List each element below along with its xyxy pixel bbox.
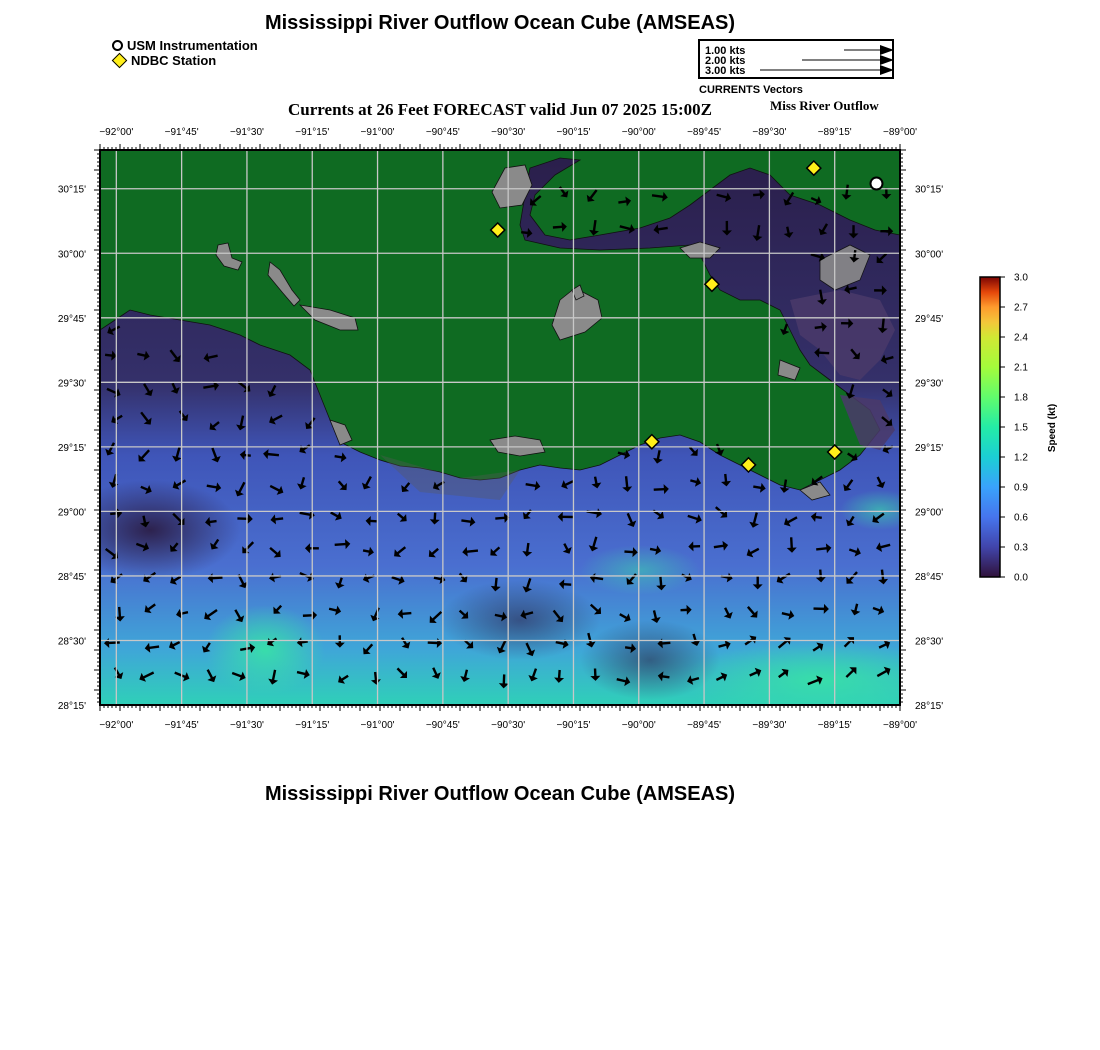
lon-label-top: −91°00' bbox=[360, 127, 395, 138]
vector-key-row-3: 3.00 kts bbox=[705, 65, 746, 77]
lat-labels-left bbox=[58, 185, 86, 712]
lon-label-bottom: −90°15' bbox=[556, 720, 591, 731]
colorbar-tick-label: 0.3 bbox=[1014, 542, 1028, 554]
lon-label-bottom: −90°00' bbox=[621, 720, 656, 731]
lon-label-bottom: −89°15' bbox=[817, 720, 852, 731]
lon-label-bottom: −89°30' bbox=[752, 720, 787, 731]
footer-title: Mississippi River Outflow Ocean Cube (AMSEAS) bbox=[264, 783, 736, 805]
colorbar-tick-label: 0.0 bbox=[1014, 572, 1028, 584]
colorbar-tick-label: 1.8 bbox=[1014, 392, 1028, 404]
vector-key-row-2: 2.00 kts bbox=[705, 55, 746, 67]
speed-colorbar bbox=[980, 273, 1058, 584]
lon-label-top: −89°00' bbox=[883, 127, 917, 138]
lat-label-right: 29°30' bbox=[915, 378, 944, 390]
usm-legend-label: USM Instrumentation bbox=[127, 38, 258, 53]
colorbar-tick-label: 1.5 bbox=[1014, 422, 1028, 434]
lon-label-bottom: −91°45' bbox=[164, 720, 199, 731]
colorbar-title: Speed (kt) bbox=[1047, 403, 1058, 453]
lon-label-bottom: −91°00' bbox=[360, 720, 395, 731]
lon-label-top: −89°30' bbox=[752, 127, 787, 138]
usm-station-marker bbox=[870, 178, 882, 190]
colorbar-tick-label: 2.4 bbox=[1014, 332, 1028, 344]
forecast-subtitle: Currents at 26 Feet FORECAST valid Jun 07 2025 15:00Z bbox=[288, 100, 712, 119]
lon-label-bottom: −90°30' bbox=[491, 720, 526, 731]
lon-label-top: −91°15' bbox=[295, 127, 330, 138]
lon-label-bottom: −90°45' bbox=[425, 720, 460, 731]
lat-label-left: 30°15' bbox=[57, 184, 86, 196]
lon-label-bottom: −91°30' bbox=[229, 720, 264, 731]
lat-label-right: 29°45' bbox=[915, 313, 944, 325]
lat-label-right: 28°30' bbox=[915, 636, 944, 648]
lat-label-left: 28°45' bbox=[57, 571, 86, 583]
lon-label-top: −90°15' bbox=[556, 127, 591, 138]
lon-label-top: −91°30' bbox=[229, 127, 264, 138]
lon-label-bottom: −91°15' bbox=[295, 720, 330, 731]
colorbar-tick-label: 0.9 bbox=[1014, 482, 1028, 494]
lat-label-right: 28°45' bbox=[915, 571, 944, 583]
colorbar-tick-label: 0.6 bbox=[1014, 512, 1028, 524]
lon-label-top: −91°45' bbox=[164, 127, 199, 138]
lat-label-left: 29°45' bbox=[57, 313, 86, 325]
page-title: Mississippi River Outflow Ocean Cube (AMSEAS) bbox=[264, 12, 736, 34]
lon-label-top: −90°30' bbox=[491, 127, 526, 138]
lon-label-bottom: −89°00' bbox=[883, 720, 917, 731]
colorbar-ticks bbox=[1000, 273, 1028, 584]
vector-key-caption: CURRENTS Vectors bbox=[699, 84, 803, 96]
lon-label-top: −89°45' bbox=[687, 127, 722, 138]
colorbar-tick-label: 1.2 bbox=[1014, 452, 1028, 464]
lon-label-top: −90°45' bbox=[425, 127, 460, 138]
lon-label-bottom: −92°00' bbox=[99, 720, 134, 731]
colorbar-tick-label: 3.0 bbox=[1014, 272, 1028, 284]
colorbar-gradient bbox=[980, 277, 1000, 577]
lon-labels-top bbox=[99, 127, 917, 138]
lon-label-top: −89°15' bbox=[817, 127, 852, 138]
lat-label-left: 29°30' bbox=[57, 378, 86, 390]
lon-label-top: −92°00' bbox=[99, 127, 134, 138]
lat-label-left: 29°00' bbox=[57, 507, 86, 519]
lat-label-left: 28°30' bbox=[57, 636, 86, 648]
lat-label-left: 29°15' bbox=[57, 442, 86, 454]
lat-label-right: 30°15' bbox=[915, 184, 944, 196]
ndbc-legend-label: NDBC Station bbox=[131, 53, 217, 68]
lat-label-left: 30°00' bbox=[57, 249, 86, 261]
colorbar-tick-label: 2.1 bbox=[1014, 362, 1028, 374]
lat-label-right: 29°00' bbox=[915, 507, 944, 519]
lat-label-right: 30°00' bbox=[915, 249, 944, 261]
region-label: Miss River Outflow bbox=[770, 98, 879, 113]
lat-label-right: 28°15' bbox=[915, 701, 944, 712]
lon-labels-bottom bbox=[99, 720, 917, 731]
vector-key-row-1: 1.00 kts bbox=[705, 45, 746, 57]
lon-label-top: −90°00' bbox=[621, 127, 656, 138]
colorbar-tick-label: 2.7 bbox=[1014, 302, 1028, 314]
lon-label-bottom: −89°45' bbox=[687, 720, 722, 731]
lat-labels-right bbox=[915, 185, 943, 712]
lat-label-left: 28°15' bbox=[57, 701, 86, 712]
lat-label-right: 29°15' bbox=[915, 442, 944, 454]
